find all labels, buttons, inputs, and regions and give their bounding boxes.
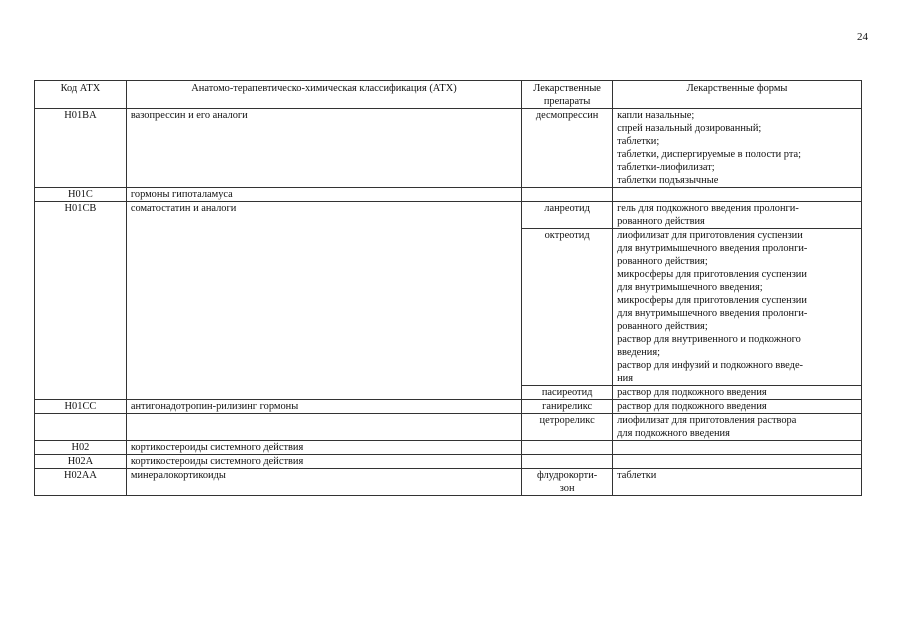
- row-name: вазопрессин и его аналоги: [126, 109, 521, 188]
- row-forms-empty: [613, 188, 862, 202]
- form-line: для внутримышечного введения пролонги-: [617, 308, 808, 319]
- row-code: H02AA: [35, 469, 127, 496]
- atx-table: [34, 80, 862, 496]
- form-line: капли назальные;: [617, 110, 695, 121]
- row-drug-empty: [522, 188, 613, 202]
- row-name: кортикостероиды системного действия: [126, 441, 521, 455]
- form-line: раствор для подкожного введения: [617, 401, 767, 412]
- row-name-cont: [126, 229, 521, 386]
- header-classification: Анатомо-терапевтическо-химическая классификация (АТХ): [126, 81, 521, 109]
- row-drug-empty: [522, 455, 613, 469]
- row-code-cont: [35, 386, 127, 400]
- table-row: [35, 414, 862, 441]
- form-line: введения;: [617, 347, 661, 358]
- row-name: минералокортикоиды: [126, 469, 521, 496]
- table-row: [35, 188, 862, 202]
- row-drug: ганиреликс: [522, 400, 613, 414]
- row-drug: пасиреотид: [522, 386, 613, 400]
- page-number: 24: [857, 31, 868, 43]
- row-code: H01CC: [35, 400, 127, 414]
- table-row: [35, 109, 862, 188]
- table-row: [35, 400, 862, 414]
- form-line: спрей назальный дозированный;: [617, 123, 762, 134]
- table-row: [35, 469, 862, 496]
- form-line: рованного действия: [617, 216, 705, 227]
- table-row: [35, 455, 862, 469]
- form-line: рованного действия;: [617, 256, 708, 267]
- form-line: раствор для подкожного введения: [617, 387, 767, 398]
- row-code: H01BA: [35, 109, 127, 188]
- header-code: Код АТХ: [35, 81, 127, 109]
- row-code: H02: [35, 441, 127, 455]
- form-line: микросферы для приготовления суспензии: [617, 295, 807, 306]
- row-drug: цетрореликс: [522, 414, 613, 441]
- row-name: кортикостероиды системного действия: [126, 455, 521, 469]
- row-code-cont: [35, 229, 127, 386]
- form-line: ния: [617, 373, 633, 384]
- header-forms: Лекарственные формы: [613, 81, 862, 109]
- drug-line: зон: [559, 483, 575, 494]
- table-row: [35, 229, 862, 386]
- drug-line: флудрокорти-: [537, 470, 598, 481]
- row-forms: [613, 109, 862, 188]
- row-forms: [613, 202, 862, 229]
- form-line: рованного действия;: [617, 321, 708, 332]
- row-drug: ланреотид: [522, 202, 613, 229]
- form-line: таблетки, диспергируемые в полости рта;: [617, 149, 801, 160]
- row-drug: десмопрессин: [522, 109, 613, 188]
- row-name-cont: [126, 386, 521, 400]
- form-line: для подкожного введения: [617, 428, 730, 439]
- form-line: раствор для внутривенного и подкожного: [617, 334, 801, 345]
- row-forms: [613, 229, 862, 386]
- table-header-row: [35, 81, 862, 109]
- row-name-cont: [126, 414, 521, 441]
- row-forms: [613, 386, 862, 400]
- form-line: микросферы для приготовления суспензии: [617, 269, 807, 280]
- form-line: для внутримышечного введения пролонги-: [617, 243, 808, 254]
- row-name: антигонадотропин-рилизинг гормоны: [126, 400, 521, 414]
- row-code: H01CB: [35, 202, 127, 229]
- row-name: гормоны гипоталамуса: [126, 188, 521, 202]
- row-drug: [522, 469, 613, 496]
- row-code: H02A: [35, 455, 127, 469]
- form-line: лиофилизат для приготовления суспензии: [617, 230, 803, 241]
- row-drug-empty: [522, 441, 613, 455]
- row-forms: [613, 469, 862, 496]
- header-drugs-line: препараты: [543, 96, 591, 107]
- header-drugs-line: Лекарственные: [533, 83, 601, 94]
- table-row: [35, 386, 862, 400]
- row-name: соматостатин и аналоги: [126, 202, 521, 229]
- row-drug: октреотид: [522, 229, 613, 386]
- form-line: лиофилизат для приготовления раствора: [617, 415, 797, 426]
- table-row: [35, 202, 862, 229]
- row-forms-empty: [613, 441, 862, 455]
- form-line: раствор для инфузий и подкожного введе-: [617, 360, 804, 371]
- form-line: таблетки подъязычные: [617, 175, 719, 186]
- form-line: таблетки-лиофилизат;: [617, 162, 715, 173]
- row-forms: [613, 400, 862, 414]
- row-code: H01C: [35, 188, 127, 202]
- row-code-cont: [35, 414, 127, 441]
- form-line: таблетки;: [617, 136, 660, 147]
- row-forms-empty: [613, 455, 862, 469]
- form-line: гель для подкожного введения пролонги-: [617, 203, 799, 214]
- form-line: таблетки: [617, 470, 657, 481]
- form-line: для внутримышечного введения;: [617, 282, 763, 293]
- table-row: [35, 441, 862, 455]
- row-forms: [613, 414, 862, 441]
- header-drugs: [522, 81, 613, 109]
